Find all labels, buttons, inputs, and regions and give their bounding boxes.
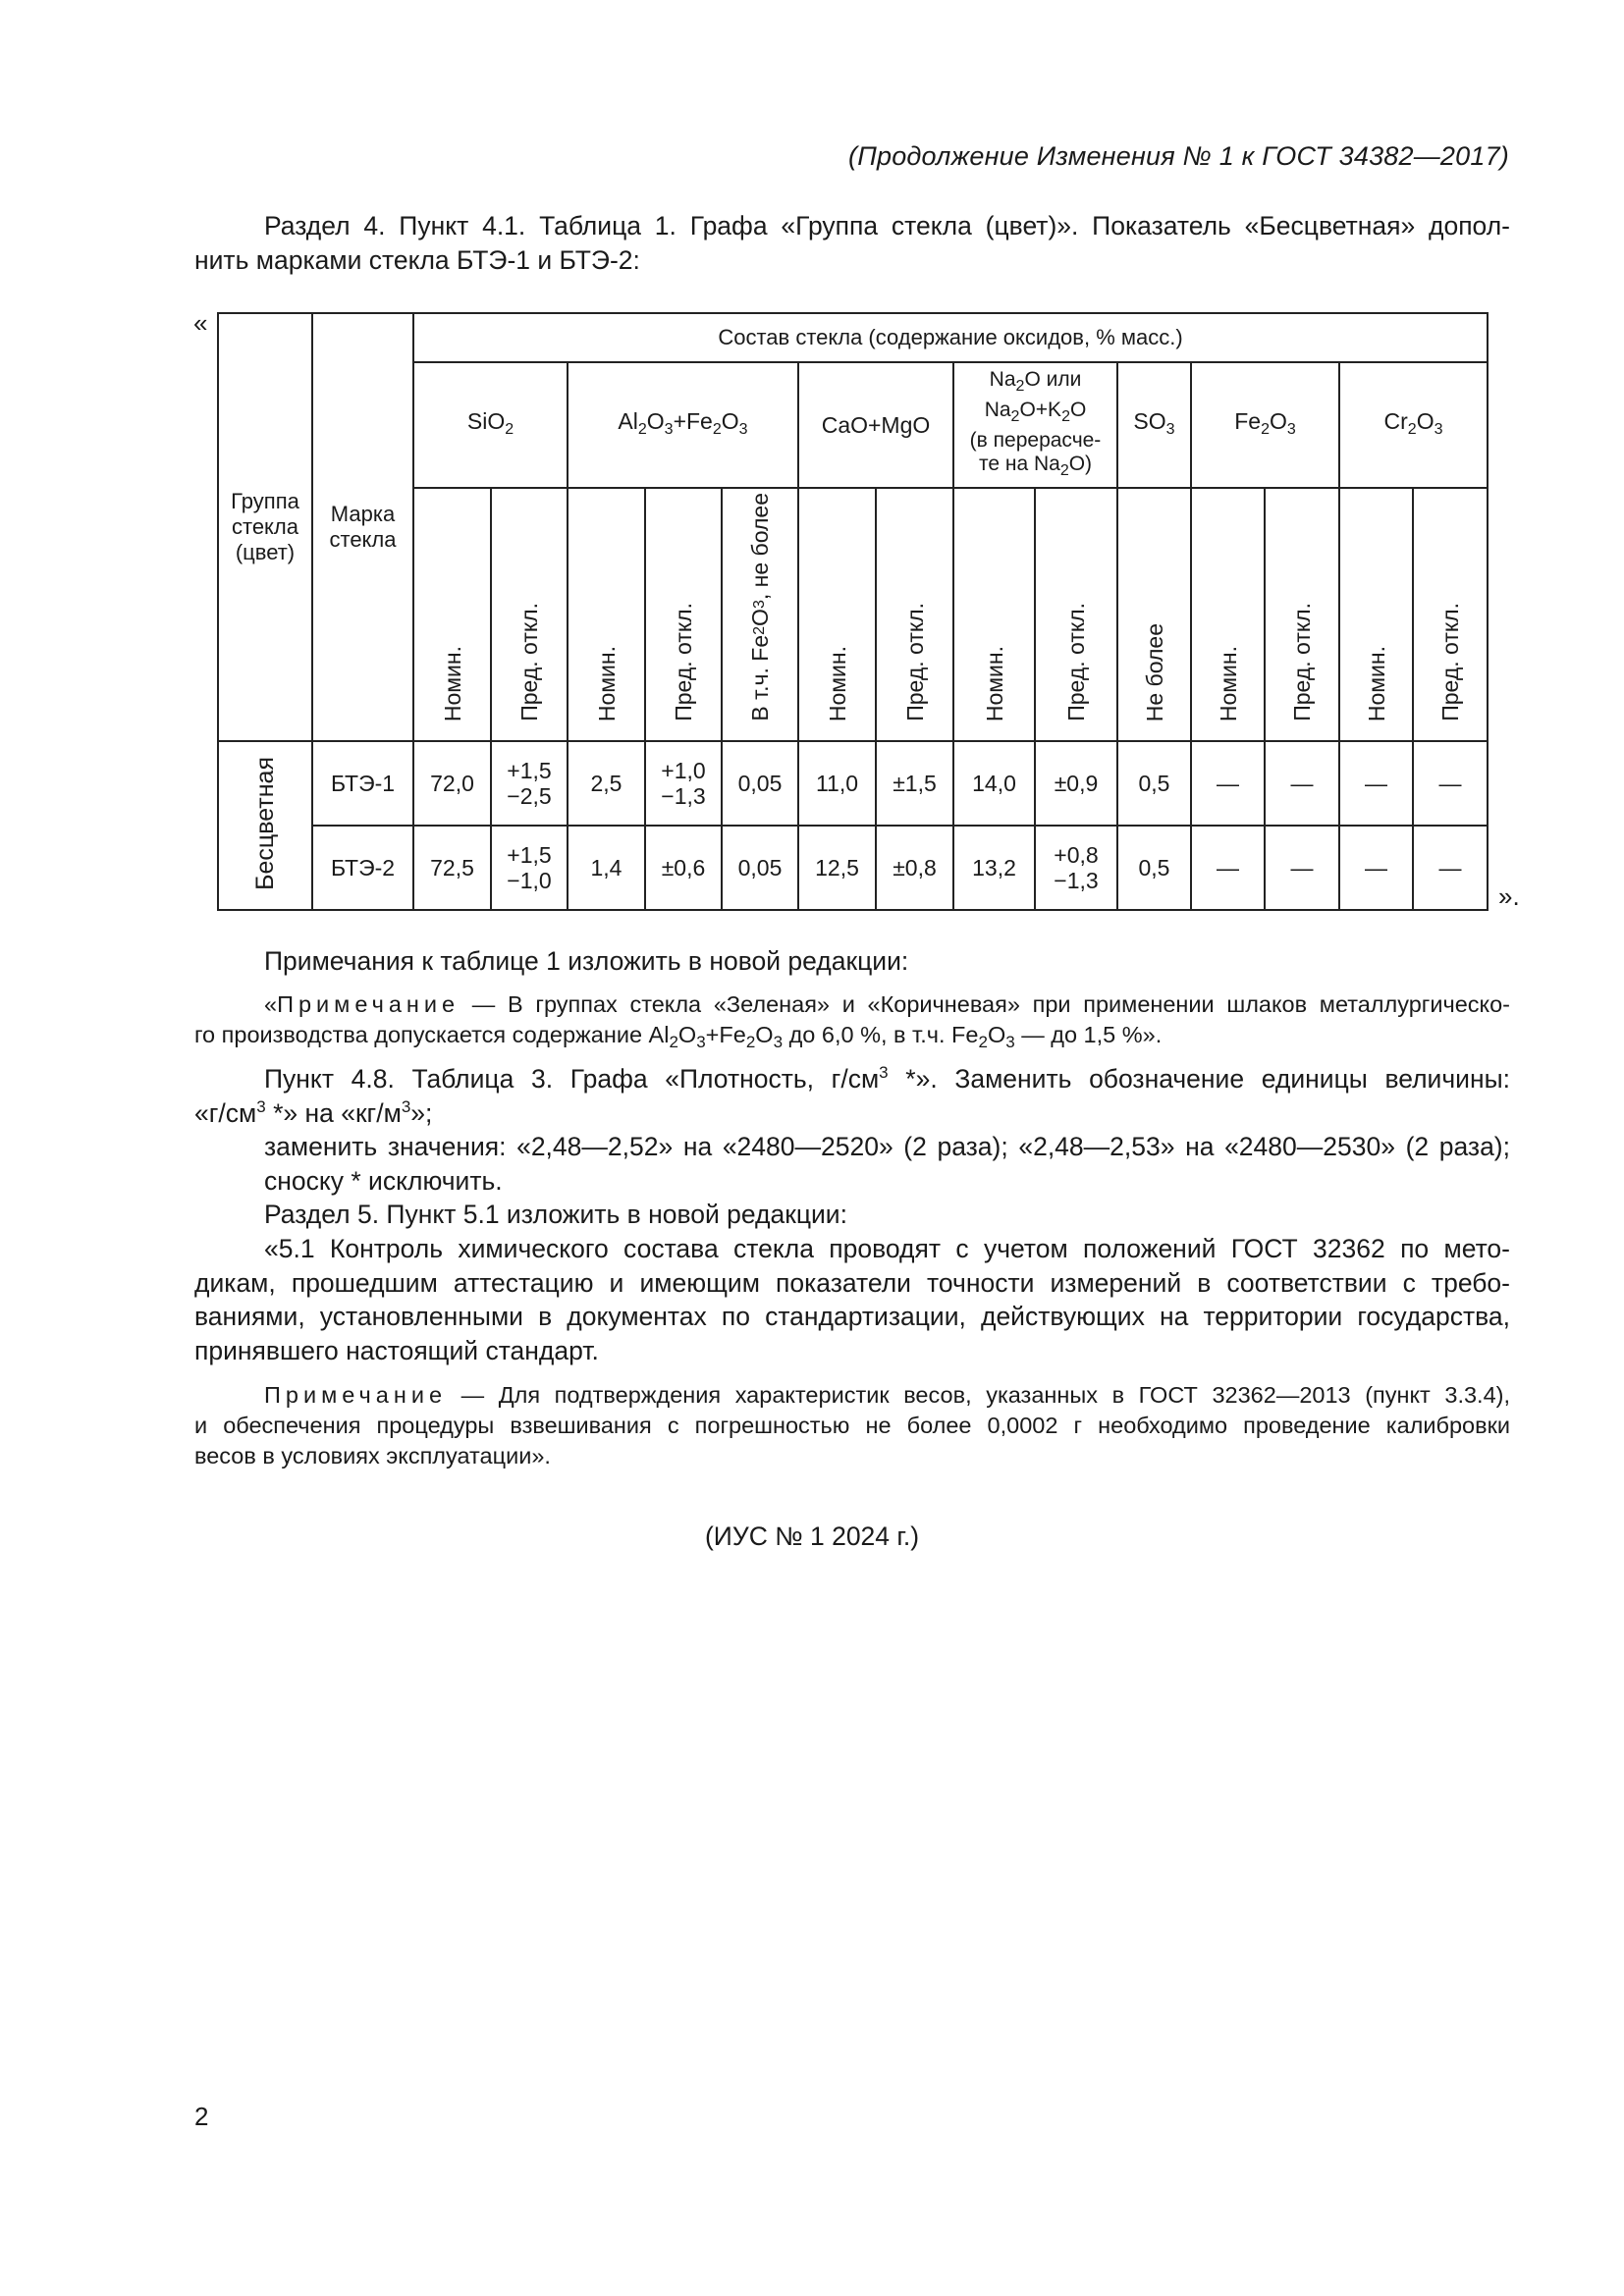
dev-line: ±0,6 — [661, 855, 706, 881]
point-4-8-paragraph — [194, 1062, 1510, 1232]
cr2o3-label: Cr — [1383, 407, 1408, 434]
na2o-or-label: O или — [1024, 367, 1082, 391]
na2o-line-2: $Na_2O+K_2O$ — [984, 398, 1087, 425]
sub-fe-incl — [722, 488, 798, 741]
sub-al-pred — [645, 488, 722, 741]
fe2o3-label: Fe — [1234, 407, 1262, 434]
fe-nom-cell: — — [1191, 826, 1265, 910]
na2o-recalc-tail: те на Na — [978, 452, 1060, 475]
sub-fe-nomin — [1191, 488, 1265, 741]
p48-line-4: сноску * исключить. — [264, 1165, 503, 1196]
p51-line-4: принявшего настоящий стандарт. — [194, 1335, 599, 1365]
p48-line-2: «$г/см^3$ *» на «$кг/м^3$»; — [194, 1096, 433, 1128]
dev-line: −1,3 — [1054, 868, 1099, 893]
note-1-line-2: го производства допускается содержание $Al_2O_3+Fe_2O_3$ до 6,0 %, в т.ч. $Fe_2O_3$ — до 1,5 %». — [194, 1022, 1163, 1051]
note-1-text-3: до 6,0 %, в т.ч. Fe — [783, 1022, 979, 1047]
cao-mgo-header — [798, 362, 953, 488]
fe-dev-cell: — — [1265, 826, 1339, 910]
dev-line: −2,5 — [507, 783, 552, 809]
sub-cr-pred — [1413, 488, 1488, 741]
sio2-dev-cell — [491, 826, 568, 910]
dev-line: +0,8 — [1054, 842, 1099, 868]
note-2-line-1 — [194, 1380, 1510, 1411]
sub-so3-max — [1117, 488, 1191, 741]
note-2 — [194, 1380, 1510, 1471]
intro-line-2: нить марками стекла БТЭ-1 и БТЭ-2: — [194, 244, 640, 275]
p51-line-2: дикам, прошедшим аттестацию и имеющим показатели точности измерений в соответствии с требо- — [194, 1267, 1510, 1298]
so3-cell: 0,5 — [1117, 826, 1191, 910]
composition-header-label: Состав стекла (содержание оксидов, % масс.) — [718, 325, 1183, 349]
p48-l1a: Пункт 4.8. Таблица 3. Графа «Плотность, г/см — [264, 1064, 880, 1094]
p48-l2a: «г/см — [194, 1097, 257, 1128]
al-nom-cell: 1,4 — [568, 826, 645, 910]
note-1 — [194, 989, 1510, 1050]
notes-intro: Примечания к таблице 1 изложить в новой редакции: — [264, 946, 909, 976]
composition-header-cell — [413, 313, 1488, 362]
note-1-open-quote: « — [264, 991, 278, 1017]
so3-cell: 0,5 — [1117, 741, 1191, 826]
fe-incl-cell: 0,05 — [722, 826, 798, 910]
intro-paragraph — [194, 209, 1510, 277]
p48-l1b: *». Заменить обозначение единицы величины: — [888, 1064, 1511, 1094]
note-1-text-1: — В группах стекла «Зеленая» и «Коричневая» при применении шлаков металлургическо- — [460, 991, 1510, 1017]
cao-dev-cell: ±1,5 — [876, 741, 953, 826]
p48-l2c: »; — [410, 1097, 433, 1128]
sub-cr-nomin — [1339, 488, 1413, 741]
table-open-quote: « — [193, 308, 208, 338]
note-1-text-4: — до 1,5 %». — [1014, 1022, 1163, 1047]
cr-nom-cell: — — [1339, 741, 1413, 826]
al-dev-cell — [645, 826, 722, 910]
al-nom-cell: 2,5 — [568, 741, 645, 826]
sub-label: Номин. — [1363, 645, 1389, 721]
point-5-1-paragraph — [194, 1232, 1510, 1367]
ius-reference: (ИУС № 1 2024 г.) — [704, 1522, 920, 1551]
na-dev-cell — [1035, 741, 1117, 826]
note-2-line-3: весов в условиях эксплуатации». — [194, 1443, 551, 1468]
na-nom-cell: 14,0 — [953, 741, 1035, 826]
sub-na-pred — [1035, 488, 1117, 741]
sio2-dev-cell — [491, 741, 568, 826]
cr-dev-cell: — — [1413, 826, 1488, 910]
sub-label: Пред. откл. — [1063, 603, 1089, 721]
fe-dev-cell: — — [1265, 741, 1339, 826]
cr-nom-cell: — — [1339, 826, 1413, 910]
mark-cell: БТЭ-1 — [312, 741, 413, 826]
group-value-label: Бесцветная — [251, 756, 279, 890]
na2o-line-3: (в перерасче- — [969, 428, 1102, 452]
cr2o3-header: $Cr_2O_3$ — [1339, 362, 1488, 488]
glass-composition-table — [217, 312, 1489, 911]
sio2-header: SiO$_2$ — [413, 362, 568, 488]
al-fe-label: Al — [618, 407, 638, 434]
page-number: 2 — [194, 2102, 209, 2131]
p48-line-1: Пункт 4.8. Таблица 3. Графа «Плотность, $г/см^3$ *». Заменить обозначение единицы величины: — [264, 1063, 1511, 1094]
cr-dev-cell: — — [1413, 741, 1488, 826]
intro-line-1: Раздел 4. Пункт 4.1. Таблица 1. Графа «Группа стекла (цвет)». Показатель «Бесцветная» допол- — [264, 211, 1510, 240]
sub-cao-pred — [876, 488, 953, 741]
fe-incl-tail: , не более — [747, 493, 773, 601]
cao-mgo-label: CaO+MgO — [821, 412, 931, 438]
dev-line: −1,0 — [507, 868, 552, 893]
sio2-nom-cell: 72,0 — [413, 741, 491, 826]
sub-label: Пред. откл. — [1437, 603, 1463, 721]
note-2-line-2: и обеспечения процедуры взвешивания с погрешностью не более 0,0002 г необходимо проведение калибровки — [194, 1413, 1510, 1438]
dev-line: +1,0 — [661, 758, 706, 783]
mark-header-cell — [312, 313, 413, 741]
sub-label: Пред. откл. — [901, 603, 928, 721]
so3-label: SO — [1133, 407, 1166, 434]
group-header-cell — [218, 313, 312, 741]
document-continuation-header: (Продолжение Изменения № 1 к ГОСТ 34382—2017) — [848, 141, 1509, 171]
table-close-quote: ». — [1498, 881, 1520, 911]
sub-sio2-nomin — [413, 488, 491, 741]
note-2-text-1: — Для подтверждения характеристик весов, указанных в ГОСТ 32362—2013 (пункт 3.3.4), — [447, 1382, 1510, 1408]
na2o-header — [953, 362, 1117, 488]
sub-label: Номин. — [439, 645, 465, 721]
al-fe-header: $Al_2O_3+Fe_2O_3$ — [568, 362, 798, 488]
p51-line-3: ваниями, установленными в документах по стандартизации, действующих на территории государства, — [194, 1302, 1510, 1331]
note-1-word: Примечание — [277, 991, 460, 1017]
fe-incl-cell: 0,05 — [722, 741, 798, 826]
na-nom-cell: 13,2 — [953, 826, 1035, 910]
cao-nom-cell: 11,0 — [798, 741, 876, 826]
sub-al-nomin — [568, 488, 645, 741]
dev-line: +1,5 — [507, 758, 552, 783]
sub-label: Номин. — [1215, 645, 1241, 721]
fe-incl-text: В т.ч. Fe — [747, 635, 773, 721]
dev-line: ±0,9 — [1054, 771, 1099, 796]
sio2-nom-cell: 72,5 — [413, 826, 491, 910]
note-1-line-1 — [194, 989, 1510, 1020]
dev-line: −1,3 — [661, 783, 706, 809]
na2o-line-1: $Na_2O$ или — [989, 367, 1082, 395]
p51-line-1: «5.1 Контроль химического состава стекла проводят с учетом положений ГОСТ 32362 по мето- — [264, 1234, 1510, 1263]
sub-label: Пред. откл. — [1289, 603, 1315, 721]
mark-cell: БТЭ-2 — [312, 826, 413, 910]
fe2o3-header: $Fe_2O_3$ — [1191, 362, 1339, 488]
p48-line-3: заменить значения: «2,48—2,52» на «2480—2520» (2 раза); «2,48—2,53» на «2480—2530» (2 раза); — [264, 1132, 1510, 1161]
table-row — [218, 826, 1488, 910]
sub-sio2-pred — [491, 488, 568, 741]
sub-fe-pred — [1265, 488, 1339, 741]
sub-label: Пред. откл. — [671, 603, 696, 721]
so3-header: $SO_3$ — [1117, 362, 1191, 488]
sub-label: Пред. откл. — [516, 603, 542, 721]
note-2-word: Примечание — [264, 1382, 448, 1408]
table-row — [218, 741, 1488, 826]
group-header-label: Группа стекла (цвет) — [231, 489, 299, 564]
sub-cao-nomin — [798, 488, 876, 741]
mark-header-label: Марка стекла — [329, 502, 397, 552]
na-dev-cell — [1035, 826, 1117, 910]
dev-line: +1,5 — [507, 842, 552, 868]
sub-label: Не более — [1141, 622, 1167, 721]
p48-l2b: *» на «кг/м — [265, 1097, 402, 1128]
al-dev-cell — [645, 741, 722, 826]
na2o-line-4: те на $Na_2O$) — [978, 452, 1093, 479]
fe-nom-cell: — — [1191, 741, 1265, 826]
sub-label: Номин. — [981, 645, 1007, 721]
na2o-symbol: Na — [989, 367, 1016, 391]
sub-label: Номин. — [593, 645, 620, 721]
sio2-label: SiO — [466, 407, 506, 434]
sub-na-nomin — [953, 488, 1035, 741]
cao-nom-cell: 12,5 — [798, 826, 876, 910]
p48-line-5: Раздел 5. Пункт 5.1 изложить в новой редакции: — [264, 1200, 847, 1229]
cao-dev-cell: ±0,8 — [876, 826, 953, 910]
sub-label: Номин. — [824, 645, 850, 721]
sub-label-fe-incl: В т.ч. Fe2O3, не более — [747, 493, 773, 721]
note-1-text-2: го производства допускается содержание Al — [194, 1022, 670, 1047]
group-value-cell — [218, 741, 312, 910]
